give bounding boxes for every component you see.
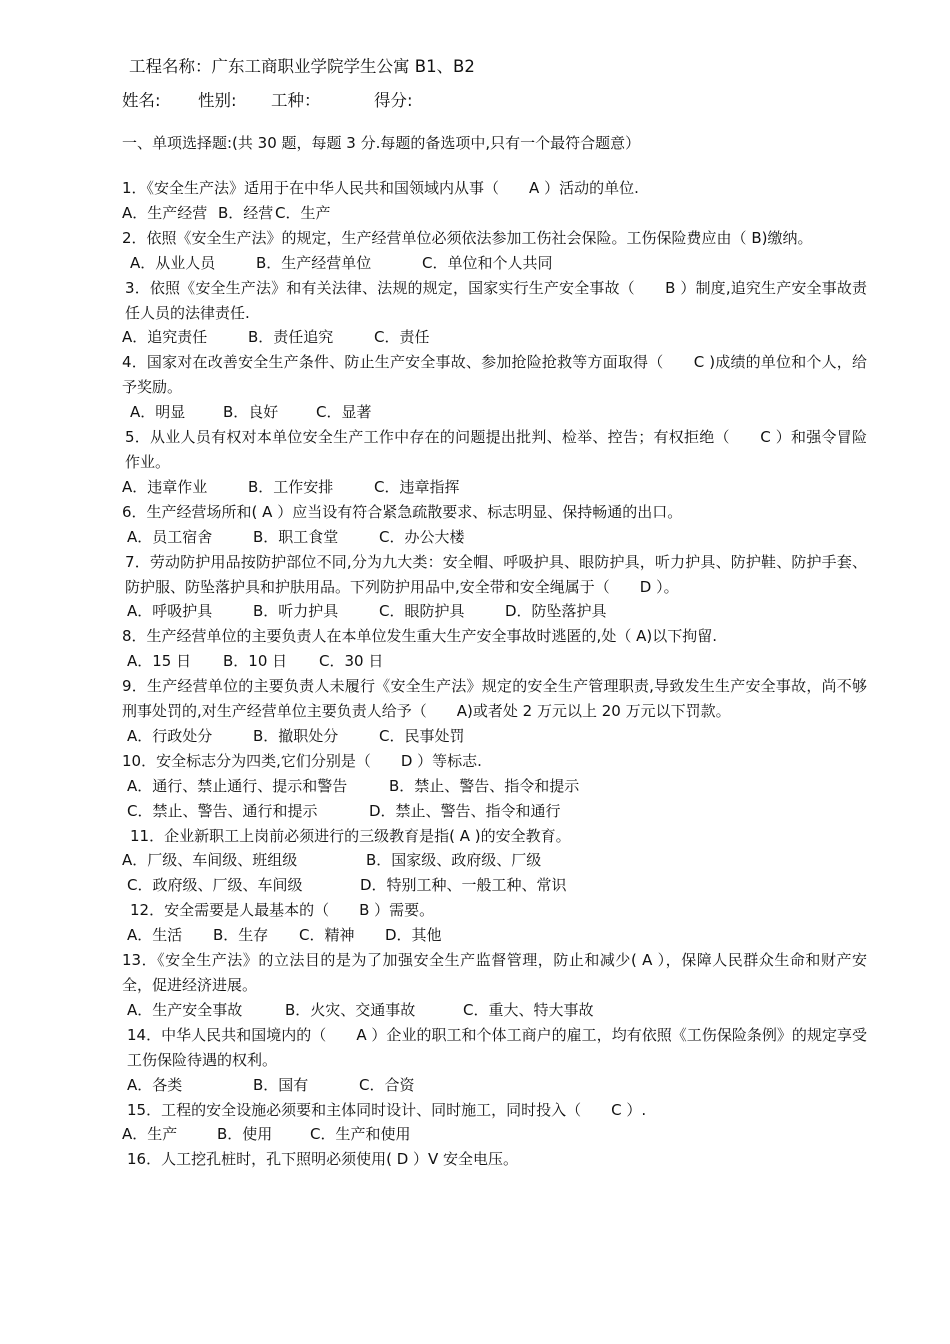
answer-options	[122, 525, 867, 550]
answer-option: B．职工食堂	[253, 527, 339, 546]
answer-option: B．禁止、警告、指令和提示	[389, 776, 580, 795]
answer-option: A．明显	[130, 403, 186, 422]
question-text: 11．企业新职工上岗前必须进行的三级教育是指( A )的安全教育。	[130, 826, 571, 845]
answer-option: B．听力护具	[253, 602, 339, 621]
answer-options	[122, 923, 867, 948]
question-text: 5．从业人员有权对本单位安全生产工作中存在的问题提出批判、检举、控告；有权拒绝（ C ）和强令冒险作业。	[125, 428, 867, 471]
question-text: 4．国家对在改善安全生产条件、防止生产安全事故、参加抢险抢救等方面取得（ C )成绩的单位和个人，给予奖励。	[122, 353, 867, 397]
answer-options	[122, 799, 867, 824]
answer-options	[122, 774, 867, 799]
answer-option: C．违章指挥	[374, 477, 460, 496]
answer-option: A．行政处分	[127, 726, 213, 745]
answer-options	[122, 873, 867, 898]
answer-options	[122, 1073, 867, 1098]
answer-option: B．工作安排	[248, 477, 334, 496]
answer-option: C．政府级、厂级、车间级	[127, 876, 303, 895]
answer-option: C．30 日	[319, 652, 384, 671]
answer-options	[122, 599, 867, 624]
answer-option: A．15 日	[127, 652, 192, 671]
question-text: 2．依照《安全生产法》的规定，生产经营单位必须依法参加工伤社会保险。工伤保险费应由（ B)缴纳。	[122, 228, 813, 247]
question-text: 9．生产经营单位的主要负责人未履行《安全生产法》规定的安全生产管理职责,导致发生生产安全事故，尚不够刑事处罚的,对生产经营单位主要负责人给予（ A)或者处 2 万元以上 20 万元以下罚款。	[122, 677, 867, 721]
answer-option: A．从业人员	[130, 253, 216, 272]
question-list	[122, 176, 867, 1172]
answer-option: D．其他	[385, 926, 442, 945]
answer-option: A．生活	[127, 926, 183, 945]
question-text: 12．安全需要是人最基本的（ B ）需要。	[130, 901, 435, 920]
answer-option: C．民事处罚	[379, 726, 465, 745]
answer-option: C．办公大楼	[379, 527, 465, 546]
answer-options	[122, 848, 867, 873]
answer-options	[122, 998, 867, 1023]
answer-option: C．单位和个人共同	[422, 253, 553, 272]
question-text: 1．《安全生产法》适用于在中华人民共和国领域内从事（ A ）活动的单位.	[122, 179, 639, 197]
answer-option: B．责任追究	[248, 328, 334, 347]
answer-option: A．违章作业	[122, 477, 208, 496]
answer-option: C．眼防护具	[379, 602, 465, 621]
gender-label: 性别:	[198, 91, 237, 110]
answer-option: A．生产	[122, 1125, 178, 1144]
answer-options	[122, 724, 867, 749]
answer-option: A．呼吸护具	[127, 602, 213, 621]
answer-option: B．生存	[213, 926, 269, 945]
question-text: 6．生产经营场所和( A ）应当设有符合紧急疏散要求、标志明显、保持畅通的出口。	[122, 502, 683, 521]
question-text: 15．工程的安全设施必须要和主体同时设计、同时施工，同时投入（ C ）.	[127, 1100, 647, 1119]
answer-option: B．良好	[223, 403, 279, 422]
question-text: 7．劳动防护用品按防护部位不同,分为九大类：安全帽、呼吸护具、眼防护具，听力护具、防护鞋、防护手套、防护服、防坠落护具和护肤用品。下列防护用品中,安全带和安全绳属于（ D ）。	[125, 552, 867, 596]
answer-options	[122, 325, 867, 350]
name-label: 姓名:	[122, 91, 161, 110]
answer-options	[122, 251, 867, 276]
answer-option: C．显著	[316, 403, 372, 422]
answer-option: A．生产经营	[122, 203, 208, 222]
answer-option: B．撤职处分	[253, 726, 339, 745]
answer-option: D．禁止、警告、指令和通行	[369, 801, 561, 820]
answer-options	[122, 201, 867, 226]
answer-option: A．员工宿舍	[127, 527, 213, 546]
trade-label: 工种：	[271, 91, 321, 110]
answer-options	[122, 475, 867, 500]
question-text: 16．人工挖孔桩时，孔下照明必须使用( D ）V 安全电压。	[127, 1150, 519, 1169]
answer-options	[122, 649, 867, 674]
answer-option: A．各类	[127, 1075, 183, 1094]
question-text: 10．安全标志分为四类,它们分别是（ D ）等标志.	[122, 751, 482, 770]
answer-options	[122, 1122, 867, 1147]
answer-option: B．国家级、政府级、厂级	[366, 851, 542, 870]
answer-option: C．重大、特大事故	[463, 1000, 594, 1019]
question-text: 3．依照《安全生产法》和有关法律、法规的规定，国家实行生产安全事故（ B ）制度,追究生产安全事故责任人员的法律责任.	[125, 278, 867, 322]
score-label: 得分:	[374, 91, 413, 110]
project-name: 工程名称：广东工商职业学院学生公寓 B1、B2	[129, 57, 475, 76]
answer-option: D．特别工种、一般工种、常识	[360, 876, 567, 895]
question-text: 14．中华人民共和国境内的（ A ）企业的职工和个体工商户的雇工，均有依照《工伤保险条例》的规定享受工伤保险待遇的权利。	[127, 1025, 867, 1069]
exam-paper	[122, 53, 867, 1172]
answer-option: B．国有	[253, 1075, 309, 1094]
answer-option: A．通行、禁止通行、提示和警告	[127, 776, 348, 795]
candidate-info-row	[122, 87, 867, 132]
answer-option: C．合资	[359, 1075, 415, 1094]
answer-option: B．使用	[217, 1125, 273, 1144]
answer-option: B．经营	[218, 203, 274, 222]
answer-option: B．10 日	[223, 652, 288, 671]
answer-option: C．责任	[374, 328, 430, 347]
question-text: 8．生产经营单位的主要负责人在本单位发生重大生产安全事故时逃匿的,处（ A)以下拘留.	[122, 627, 717, 646]
answer-option: A．生产安全事故	[127, 1000, 243, 1019]
answer-option: D．防坠落护具	[505, 602, 607, 621]
section-title: 一、单项选择题:(共 30 题，每题 3 分.每题的备选项中,只有一个最符合题意）	[122, 134, 641, 152]
answer-option: B．生产经营单位	[256, 253, 372, 272]
answer-option: C．生产和使用	[310, 1125, 411, 1144]
answer-option: C．精神	[299, 926, 355, 945]
answer-option: A．追究责任	[122, 328, 208, 347]
answer-options	[122, 400, 867, 425]
answer-option: C．禁止、警告、通行和提示	[127, 801, 318, 820]
answer-option: A．厂级、车间级、班组级	[122, 851, 298, 870]
question-text: 13．《安全生产法》的立法目的是为了加强安全生产监督管理，防止和减少( A ），保障人民群众生命和财产安全，促进经济进展。	[122, 951, 867, 994]
answer-option: C．生产	[275, 203, 331, 222]
answer-option: B．火灾、交通事故	[285, 1000, 416, 1019]
